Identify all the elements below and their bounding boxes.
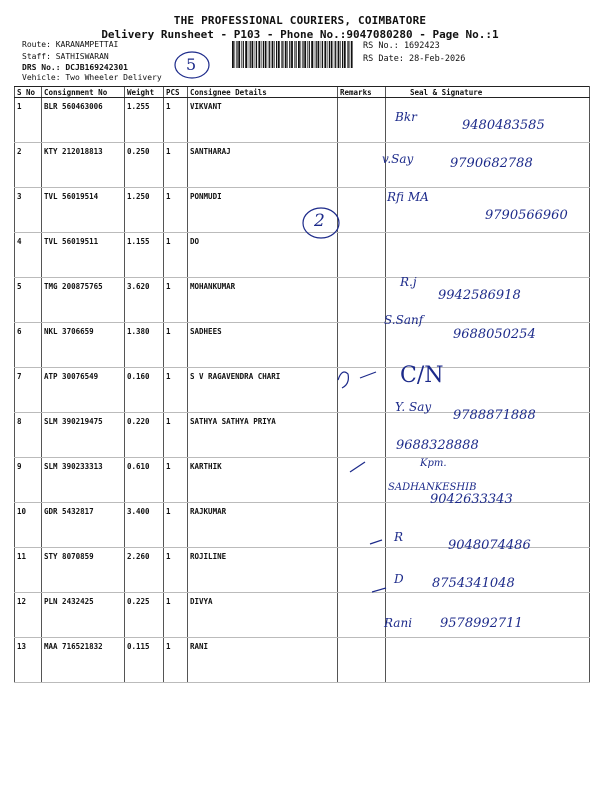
cell-consignee: PONMUDI [188, 188, 338, 233]
barcode-bar [347, 41, 348, 68]
cell-weight: 0.115 [125, 638, 164, 683]
cell-weight: 3.400 [125, 503, 164, 548]
barcode-bar [298, 41, 300, 68]
barcode-bar [287, 41, 288, 68]
barcode-bar [311, 41, 313, 68]
handwritten-phone: 9578992711 [440, 616, 523, 631]
barcode-bar [309, 41, 310, 68]
barcode-bar [236, 41, 237, 68]
handwritten-signature: Y. Say [395, 400, 432, 414]
cell-consignee: DO [188, 233, 338, 278]
cell-sno: 9 [15, 458, 42, 503]
barcode-bar [302, 41, 303, 68]
barcode-bar [285, 41, 287, 68]
barcode-bar [342, 41, 343, 68]
barcode-bar [255, 41, 256, 68]
handwritten-phone: 8754341048 [432, 576, 515, 591]
cell-sno: 4 [15, 233, 42, 278]
handwritten-phone: 9042633343 [430, 492, 513, 507]
cell-weight: 2.260 [125, 548, 164, 593]
cell-remarks [338, 413, 386, 458]
cell-sno: 3 [15, 188, 42, 233]
cell-remarks [338, 503, 386, 548]
barcode-bar [289, 41, 290, 68]
cell-sno: 11 [15, 548, 42, 593]
cell-pcs: 1 [164, 458, 188, 503]
cell-pcs: 1 [164, 503, 188, 548]
handwritten-phone: 9942586918 [438, 288, 521, 303]
barcode-bar [232, 41, 234, 68]
cell-signature [386, 233, 590, 278]
cell-cno: GDR 5432817 [42, 503, 125, 548]
cell-remarks [338, 638, 386, 683]
barcode-bar [278, 41, 280, 68]
col-sno: S No [15, 87, 42, 98]
handwritten-signature: D [394, 572, 404, 586]
col-signature: Seal & Signature [386, 87, 590, 98]
cell-pcs: 1 [164, 278, 188, 323]
drs-number: DRS No.: DCJB169242301 [22, 63, 128, 72]
barcode-bar [238, 41, 240, 68]
cell-consignee: SANTHARAJ [188, 143, 338, 188]
cell-sno: 6 [15, 323, 42, 368]
cell-cno: STY 8070859 [42, 548, 125, 593]
col-consignment: Consignment No [42, 87, 125, 98]
cell-pcs: 1 [164, 188, 188, 233]
col-consignee: Consignee Details [188, 87, 338, 98]
cell-pcs: 1 [164, 323, 188, 368]
cell-remarks [338, 593, 386, 638]
barcode-bar [351, 41, 353, 68]
cell-consignee: S V RAGAVENDRA CHARI [188, 368, 338, 413]
handwritten-signature: Rfi MA [387, 190, 429, 204]
circled-annotation [300, 205, 342, 241]
cell-remarks [338, 548, 386, 593]
barcode-bar [338, 41, 340, 68]
barcode-bar [258, 41, 260, 68]
barcode-bar [276, 41, 277, 68]
barcode-bar [263, 41, 264, 68]
table-row [15, 368, 590, 413]
handwritten-signature: S.Sanf [384, 313, 424, 327]
runsheet-subtitle: Delivery Runsheet - P103 - Phone No.:9047080280 - Page No.:1 [101, 28, 499, 41]
barcode-bar [245, 41, 247, 68]
cell-cno: KTY 212018813 [42, 143, 125, 188]
barcode-bar [301, 41, 302, 68]
circled-page-count-text: 5 [186, 55, 197, 74]
route-label: Route: KARANAMPETTAI [22, 40, 119, 49]
cell-pcs: 1 [164, 413, 188, 458]
handwritten-phone: 9790682788 [450, 156, 533, 171]
cell-sno: 7 [15, 368, 42, 413]
table-header-row [15, 87, 590, 98]
cell-pcs: 1 [164, 368, 188, 413]
rs-number: RS No.: 1692423 [363, 41, 440, 51]
barcode-bar [304, 41, 306, 68]
col-weight: Weight [125, 87, 164, 98]
cell-pcs: 1 [164, 593, 188, 638]
cell-pcs: 1 [164, 548, 188, 593]
cell-cno: SLM 390233313 [42, 458, 125, 503]
barcode-bar [321, 41, 322, 68]
barcode-bar [235, 41, 236, 68]
cell-consignee: DIVYA [188, 593, 338, 638]
cell-weight: 0.250 [125, 143, 164, 188]
cell-sno: 5 [15, 278, 42, 323]
cell-weight: 3.620 [125, 278, 164, 323]
cell-cno: NKL 3706659 [42, 323, 125, 368]
handwritten-signature: R [394, 530, 404, 544]
staff-label: Staff: SATHISWARAN [22, 52, 109, 61]
barcode-bar [344, 41, 346, 68]
cell-remarks [338, 368, 386, 413]
barcode [232, 41, 354, 68]
barcode-bar [256, 41, 257, 68]
barcode-bar [316, 41, 317, 68]
cell-remarks [338, 323, 386, 368]
company-title: THE PROFESSIONAL COURIERS, COIMBATORE [173, 14, 427, 27]
barcode-bar [268, 41, 269, 68]
col-remarks: Remarks [338, 87, 386, 98]
handwritten-phone: 9688050254 [453, 327, 536, 342]
cell-sno: 8 [15, 413, 42, 458]
cell-cno: PLN 2432425 [42, 593, 125, 638]
barcode-bar [274, 41, 275, 68]
cell-consignee: SATHYA SATHYA PRIYA [188, 413, 338, 458]
cell-weight: 0.225 [125, 593, 164, 638]
cell-consignee: RAJKUMAR [188, 503, 338, 548]
cell-sno: 10 [15, 503, 42, 548]
runsheet-table [14, 86, 590, 683]
handwritten-signature: Bkr [395, 110, 417, 124]
barcode-bar [307, 41, 308, 68]
circled-annotation-text: 2 [314, 211, 325, 231]
barcode-bar [335, 41, 336, 68]
barcode-bar [269, 41, 270, 68]
barcode-bar [334, 41, 335, 68]
barcode-bar [261, 41, 262, 68]
handwritten-signature: R.j [400, 275, 417, 289]
barcode-bar [243, 41, 244, 68]
cell-consignee: VIKVANT [188, 98, 338, 143]
handwritten-signature: C/N [400, 363, 444, 388]
cell-cno: ATP 30076549 [42, 368, 125, 413]
handwritten-signature: Rani [384, 616, 413, 630]
table-row [15, 638, 590, 683]
barcode-bar [265, 41, 267, 68]
barcode-bar [348, 41, 349, 68]
cell-sno: 1 [15, 98, 42, 143]
cell-signature [386, 638, 590, 683]
col-pcs: PCS [164, 87, 188, 98]
barcode-bar [291, 41, 293, 68]
barcode-bar [324, 41, 326, 68]
cell-remarks [338, 458, 386, 503]
handwritten-phone: 9688328888 [396, 438, 479, 453]
cell-cno: MAA 716521832 [42, 638, 125, 683]
cell-consignee: MOHANKUMAR [188, 278, 338, 323]
cell-sno: 13 [15, 638, 42, 683]
cell-cno: BLR 560463006 [42, 98, 125, 143]
cell-pcs: 1 [164, 233, 188, 278]
barcode-bar [252, 41, 254, 68]
barcode-bar [272, 41, 274, 68]
cell-remarks [338, 143, 386, 188]
extra-signature: Kpm. [420, 458, 447, 469]
cell-remarks [338, 188, 386, 233]
handwritten-signature: v.Say [382, 152, 414, 166]
circled-page-count [173, 50, 211, 80]
cell-pcs: 1 [164, 98, 188, 143]
handwritten-phone: 9790566960 [485, 208, 568, 223]
cell-cno: TVL 56019511 [42, 233, 125, 278]
cell-consignee: SADHEES [188, 323, 338, 368]
barcode-bar [318, 41, 320, 68]
cell-weight: 0.220 [125, 413, 164, 458]
cell-consignee: KARTHIK [188, 458, 338, 503]
cell-consignee: RANI [188, 638, 338, 683]
cell-cno: TVL 56019514 [42, 188, 125, 233]
barcode-bar [327, 41, 328, 68]
cell-weight: 0.610 [125, 458, 164, 503]
cell-weight: 1.155 [125, 233, 164, 278]
handwritten-phone: 9048074486 [448, 538, 531, 553]
cell-weight: 1.250 [125, 188, 164, 233]
barcode-bar [296, 41, 297, 68]
barcode-bar [314, 41, 315, 68]
cell-weight: 0.160 [125, 368, 164, 413]
barcode-bar [241, 41, 242, 68]
cell-consignee: ROJILINE [188, 548, 338, 593]
handwritten-phone: 9480483585 [462, 118, 545, 133]
barcode-bar [294, 41, 295, 68]
handwritten-signature: SADHANKESHIB [388, 482, 477, 493]
barcode-bar [322, 41, 323, 68]
cell-sno: 12 [15, 593, 42, 638]
barcode-bar [250, 41, 251, 68]
cell-remarks [338, 233, 386, 278]
cell-weight: 1.380 [125, 323, 164, 368]
barcode-bar [248, 41, 249, 68]
barcode-bar [282, 41, 283, 68]
vehicle-label: Vehicle: Two Wheeler Delivery [22, 73, 162, 82]
barcode-bar [329, 41, 330, 68]
cell-remarks [338, 278, 386, 323]
barcode-bar [340, 41, 341, 68]
barcode-bar [331, 41, 333, 68]
cell-pcs: 1 [164, 143, 188, 188]
handwritten-phone: 9788871888 [453, 408, 536, 423]
rs-date: RS Date: 28-Feb-2026 [363, 54, 466, 64]
cell-weight: 1.255 [125, 98, 164, 143]
cell-remarks [338, 98, 386, 143]
cell-pcs: 1 [164, 638, 188, 683]
cell-cno: SLM 390219475 [42, 413, 125, 458]
cell-sno: 2 [15, 143, 42, 188]
cell-cno: TMG 200875765 [42, 278, 125, 323]
barcode-bar [281, 41, 282, 68]
